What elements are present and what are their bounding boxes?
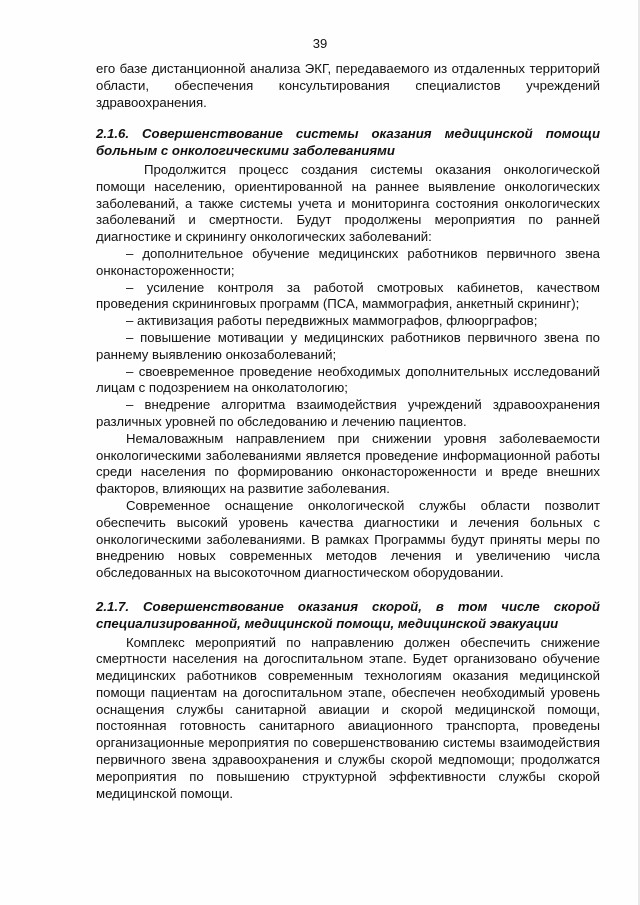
paragraph-emergency-care: Комплекс мероприятий по направлению должен обеспечить снижение смертности населения на догоспитальном этапе. Будет организовано обучение медицинских работников современным технологиям оказания медицинской помощи пациентам на догоспитальном этапе, обеспечен необходимый уровень оснащения службы санитарной авиации и скорой медицинской помощи, постоянная готовность санитарного авиационного транспорта, проведены организационные мероприятия по совершенствованию системы взаимодействия первичного звена здравоохранения и службы скорой медпомощи; продолжатся мероприятия по повышению структурной эффективности службы скорой медицинской помощи. xyxy=(96,634,600,801)
paragraph-information-work: Немаловажным направлением при снижении уровня заболеваемости онкологическими заболеваниями является проведение информационной работы среди населения по формированию онконастороженности и вреде внешних факторов, влияющих на развитие заболевания. xyxy=(96,430,600,497)
list-item-research: – своевременное проведение необходимых дополнительных исследований лицам с подозрением на онколатологию; xyxy=(96,363,600,396)
section-heading-2-1-6: 2.1.6. Совершенствование системы оказания медицинской помощи больным с онкологическими заболеваниями xyxy=(96,126,600,159)
list-item-training: – дополнительное обучение медицинских работников первичного звена онконастороженности; xyxy=(96,245,600,278)
section-heading-2-1-7: 2.1.7. Совершенствование оказания скорой, в том числе скорой специализированной, медицинской помощи, медицинской эвакуации xyxy=(96,598,600,631)
list-item-algorithm: – внедрение алгоритма взаимодействия учреждений здравоохранения различных уровней по обследованию и лечению пациентов. xyxy=(96,397,600,429)
list-item-mammographs: – активизация работы передвижных маммографов, флюорграфов; xyxy=(126,313,538,329)
paragraph-continuation: его базе дистанционной анализа ЭКГ, передаваемого из отдаленных территорий области, обеспечения консультирования специалистов учреждений здравоохранения. xyxy=(96,61,600,110)
list-item-control: – усиление контроля за работой смотровых кабинетов, качеством проведения скрининговых программ (ПСА, маммография, анкетный скрининг); xyxy=(96,279,600,312)
page-content xyxy=(96,61,600,802)
page-number: 39 xyxy=(312,36,328,51)
paragraph-equipment: Современное оснащение онкологической службы области позволит обеспечить высокий уровень качества диагностики и лечения больных с онкологическими заболеваниями. В рамках Программы будут приняты меры по внедрению новых современных методов лечения и увеличению числа обследованных на высокоточном диагностическом оборудовании. xyxy=(96,497,600,581)
paragraph-oncology-intro: Продолжится процесс создания системы оказания онкологической помощи населению, ориентированной на раннее выявление онкологических заболеваний, а также системы учета и мониторинга состояния онкологических заболеваний и смертности. Будут продолжены мероприятия по ранней диагностике и скринингу онкологических заболеваний: xyxy=(96,161,600,245)
list-item-motivation: – повышение мотивации у медицинских работников первичного звена по раннему выявлению онкозаболеваний; xyxy=(96,329,600,362)
